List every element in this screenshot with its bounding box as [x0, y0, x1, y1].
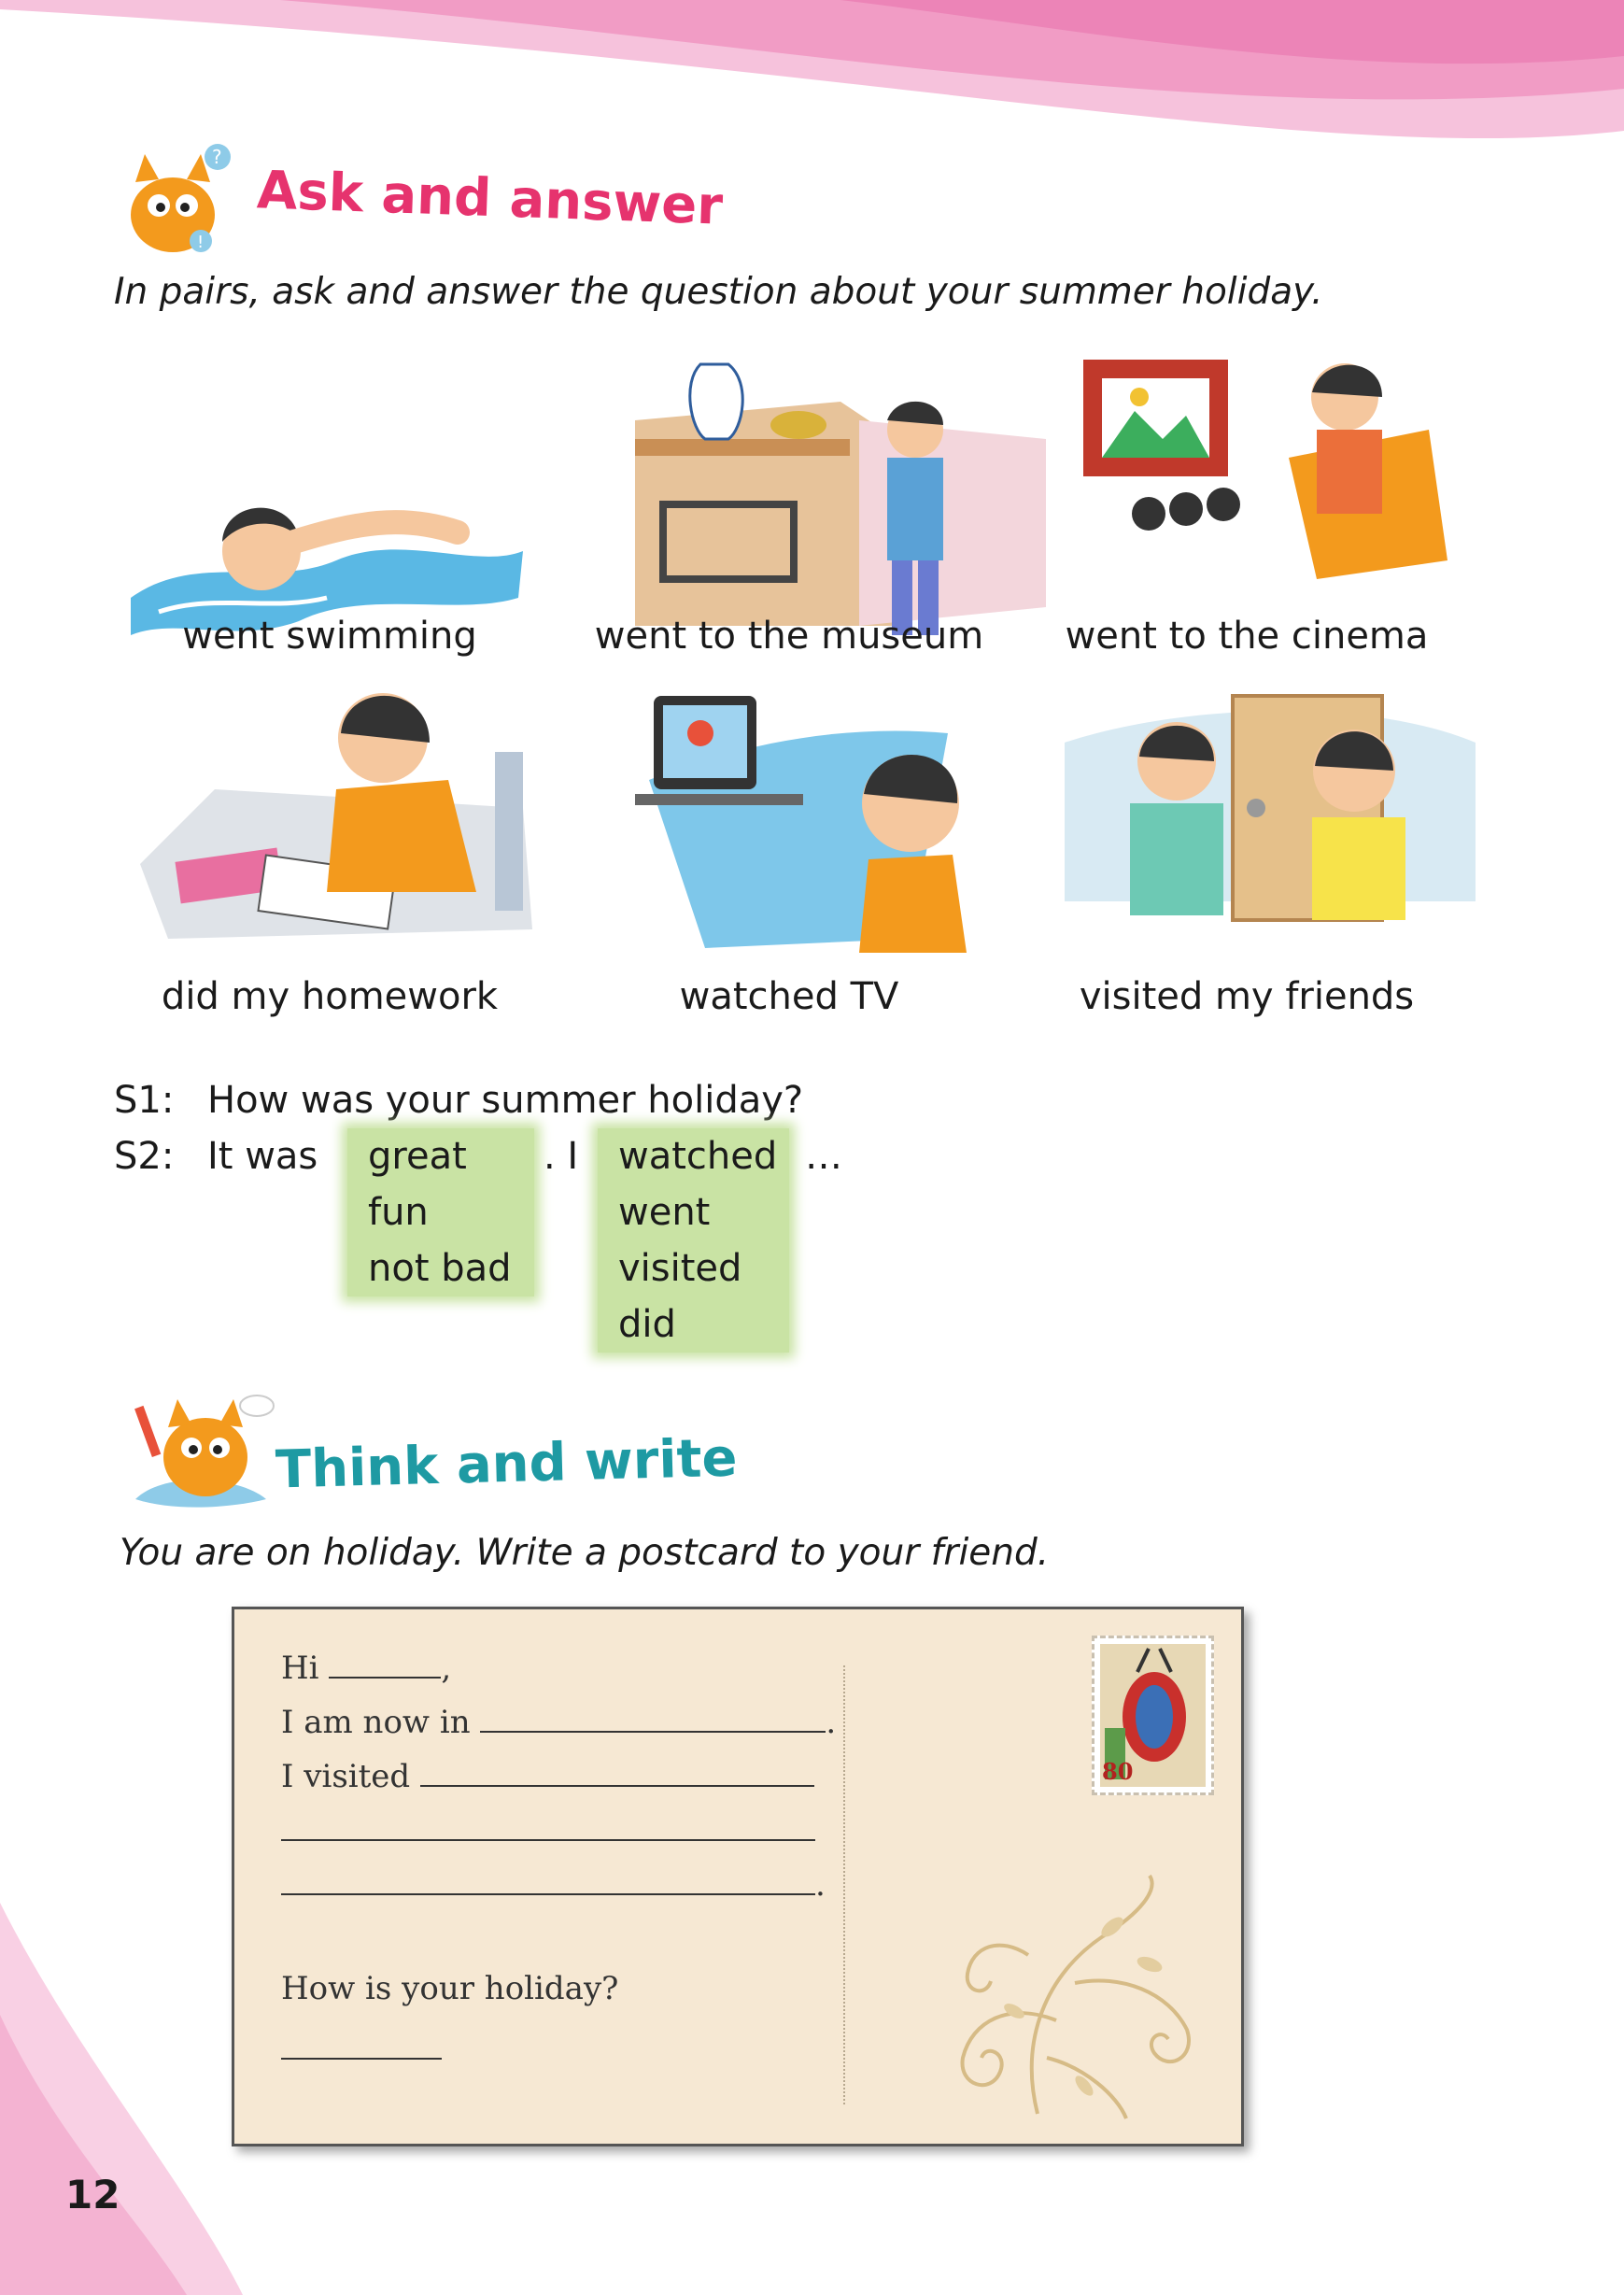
- postcard: [232, 1607, 1244, 2146]
- friends-icon: [1065, 687, 1476, 934]
- s1-question: How was your summer holiday?: [207, 1079, 804, 1122]
- svg-text:?: ?: [212, 146, 222, 168]
- postcard-question: How is your holiday?: [281, 1970, 619, 2007]
- postcard-divider: [843, 1665, 845, 2104]
- postcard-signature-line: [281, 2030, 442, 2068]
- choice-did: did: [618, 1303, 676, 1346]
- tv-icon: [630, 687, 1041, 953]
- s2-it-was: It was: [207, 1135, 318, 1178]
- signature-blank[interactable]: [281, 2030, 442, 2060]
- caption-went-to-the-cinema: went to the cinema: [1065, 615, 1429, 658]
- choice-not-bad: not bad: [368, 1247, 512, 1290]
- choice-great: great: [368, 1135, 467, 1178]
- postcard-now-in: I am now in: [281, 1704, 471, 1741]
- postcard-blank-line-4: [281, 1865, 826, 1904]
- page-number: 12: [65, 2172, 120, 2217]
- caption-went-to-the-museum: went to the museum: [594, 615, 984, 658]
- cinema-icon: [1074, 346, 1485, 598]
- postcard-greeting: Hi: [281, 1650, 319, 1687]
- postcard-blank-line-3: [281, 1811, 815, 1849]
- choice-watched: watched: [618, 1135, 778, 1178]
- verb-choice-box: [598, 1128, 789, 1353]
- s2-connector: . I: [544, 1135, 579, 1178]
- postcard-location-line: [281, 1703, 836, 1741]
- homework-icon: [140, 677, 551, 943]
- cat-question-icon: [107, 140, 257, 257]
- ask-and-answer-heading: Ask and answer: [256, 160, 724, 237]
- caption-watched-tv: watched TV: [679, 975, 899, 1018]
- s1-label: S1:: [114, 1079, 175, 1122]
- corner-swoosh: [0, 1903, 243, 2295]
- visited-blank[interactable]: [420, 1757, 814, 1787]
- floral-ornament: [916, 1871, 1215, 2123]
- postcard-location-period: .: [826, 1704, 837, 1741]
- postcard-visited: I visited: [281, 1758, 411, 1795]
- postcard-greeting-line: [281, 1649, 451, 1687]
- choice-visited: visited: [618, 1247, 742, 1290]
- blank-line-3[interactable]: [281, 1811, 815, 1841]
- adjective-choice-box: [347, 1128, 534, 1296]
- cat-pencil-icon: [126, 1392, 280, 1513]
- blank-line-4[interactable]: [281, 1865, 815, 1895]
- caption-went-swimming: went swimming: [182, 615, 477, 658]
- postcard-greeting-comma: ,: [441, 1650, 452, 1687]
- postcard-line4-period: .: [815, 1866, 826, 1904]
- choice-fun: fun: [368, 1191, 429, 1234]
- location-blank[interactable]: [480, 1703, 826, 1733]
- think-instruction: You are on holiday. Write a postcard to your friend.: [120, 1532, 1050, 1574]
- postage-stamp: [1092, 1636, 1214, 1795]
- postcard-visited-line: [281, 1757, 814, 1795]
- caption-did-my-homework: did my homework: [161, 975, 499, 1018]
- svg-text:!: !: [197, 233, 205, 252]
- s2-ellipsis: …: [805, 1135, 842, 1178]
- think-and-write-heading: Think and write: [275, 1427, 739, 1501]
- ask-instruction: In pairs, ask and answer the question about your summer holiday.: [114, 271, 1323, 313]
- name-blank[interactable]: [329, 1649, 441, 1679]
- s2-label: S2:: [114, 1135, 175, 1178]
- caption-visited-my-friends: visited my friends: [1079, 975, 1415, 1018]
- choice-went: went: [618, 1191, 711, 1234]
- stamp-value: 80: [1102, 1758, 1134, 1785]
